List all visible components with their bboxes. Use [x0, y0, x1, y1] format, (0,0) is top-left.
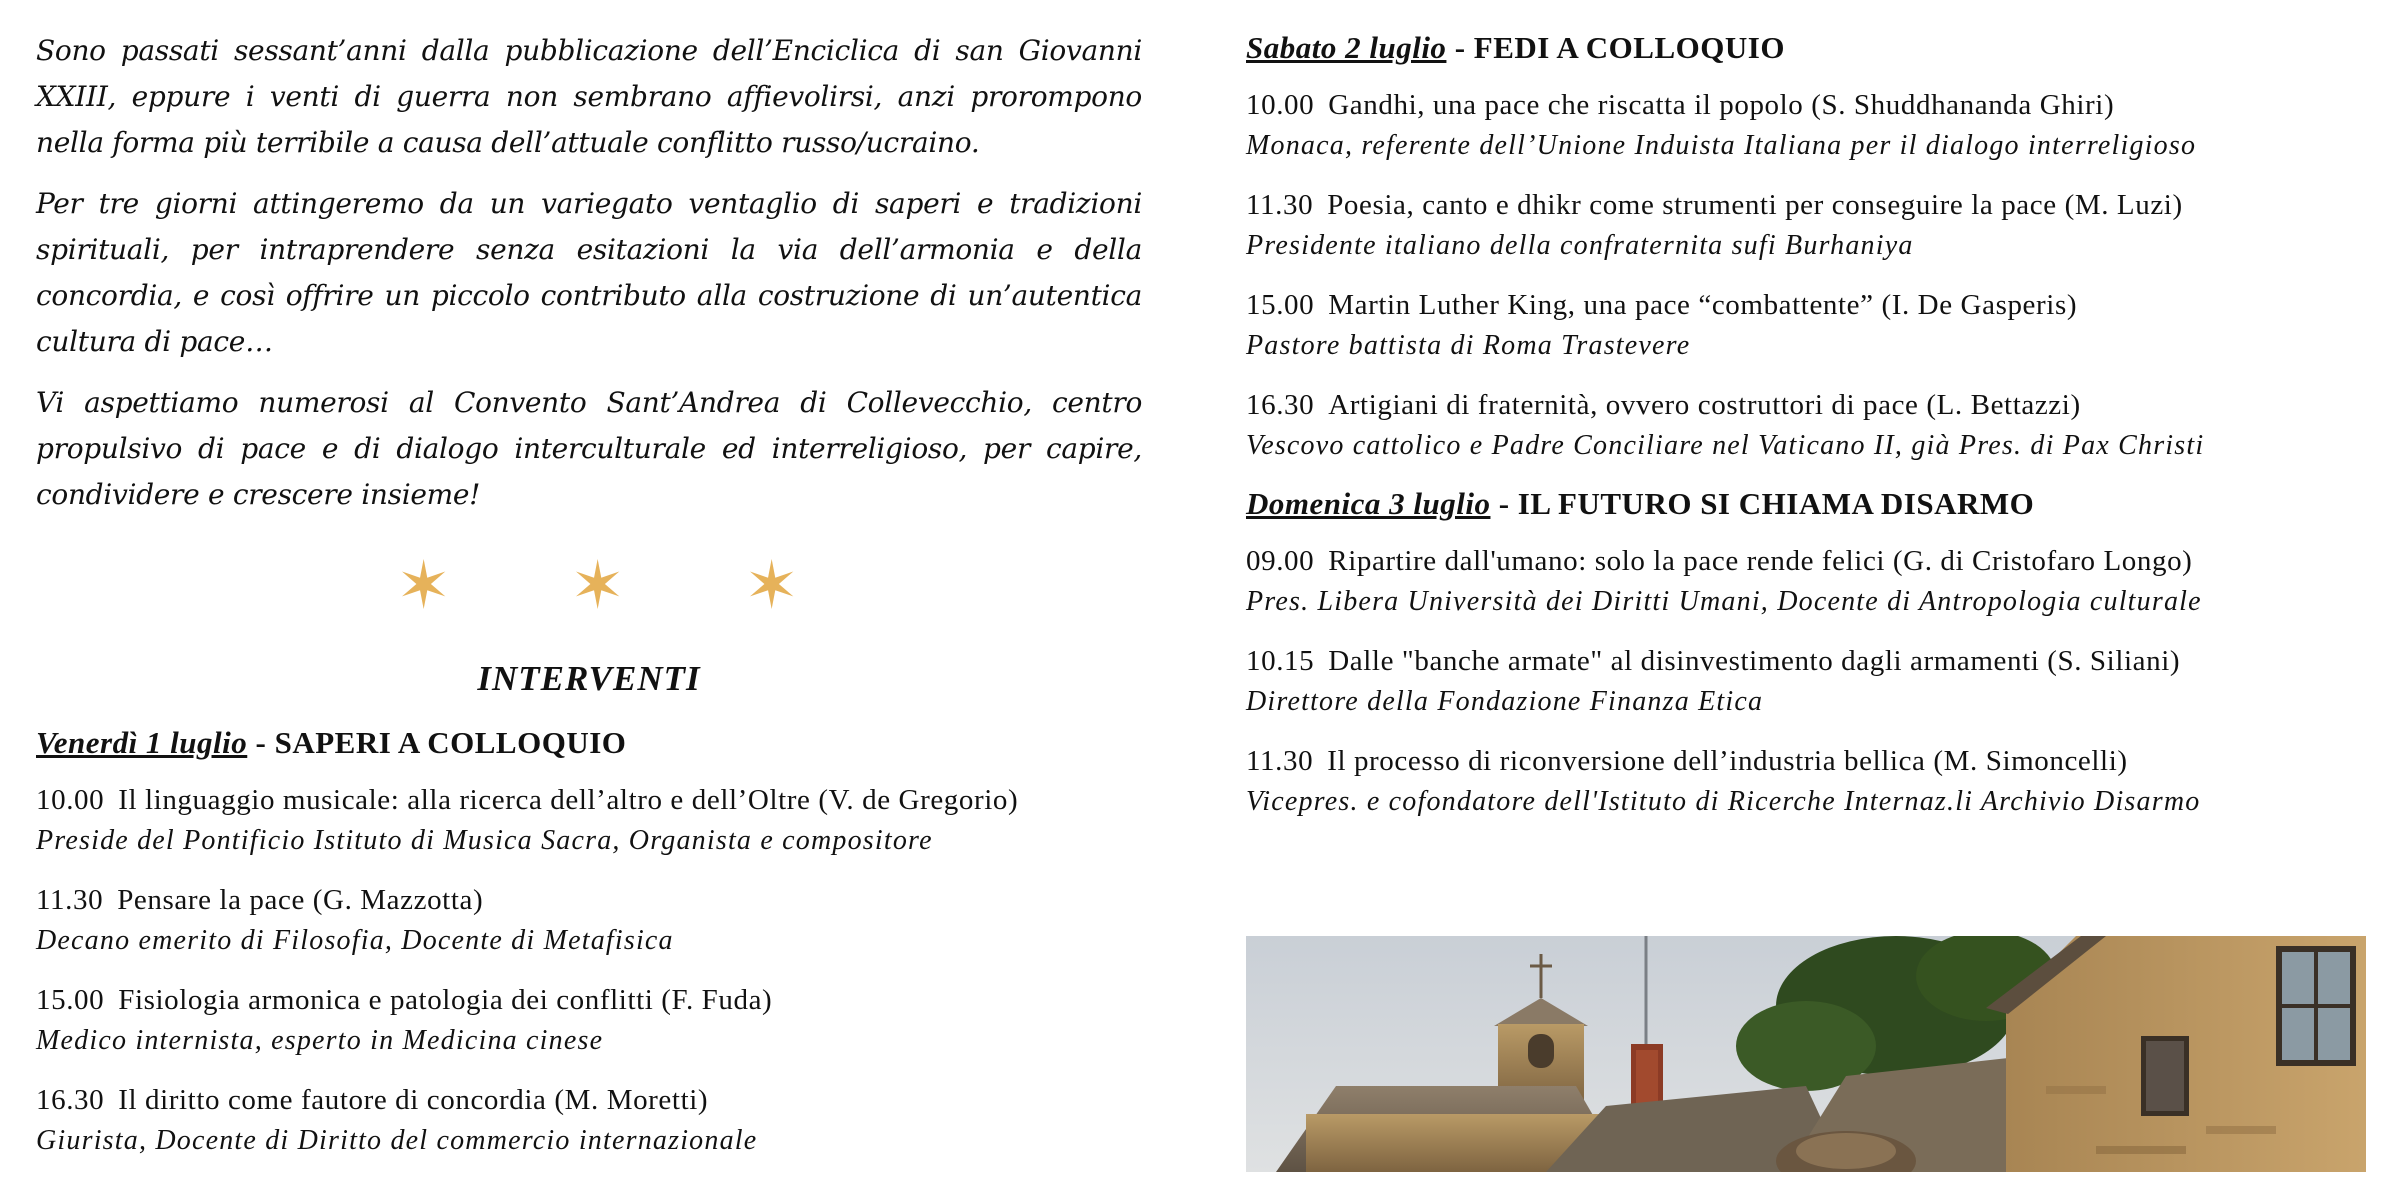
- speaker-role: Direttore della Fondazione Finanza Etica: [1246, 686, 1764, 717]
- speaker-role: Medico internista, esperto in Medicina cinese: [36, 1025, 604, 1056]
- talk-title: Fisiologia armonica e patologia dei conflitti (F. Fuda): [118, 984, 773, 1016]
- left-column: [36, 28, 1142, 1179]
- talk-title: Artigiani di fraternità, ovvero costruttori di pace (L. Bettazzi): [1328, 389, 2081, 421]
- day-theme: - IL FUTURO SI CHIAMA DISARMO: [1490, 486, 2035, 521]
- talk-time: 09.00: [1246, 545, 1315, 577]
- talk-item: [1246, 284, 2366, 366]
- star-icon: ✶: [570, 547, 626, 624]
- talk-item: [36, 1079, 1142, 1161]
- day-theme: - SAPERI A COLLOQUIO: [247, 725, 627, 760]
- day-friday: [36, 723, 1142, 1161]
- speaker-role: Pres. Libera Università dei Diritti Umani, Docente di Antropologia culturale: [1246, 586, 2202, 617]
- talk-title: Gandhi, una pace che riscatta il popolo (S. Shuddhananda Ghiri): [1328, 89, 2115, 121]
- day-date: Sabato 2 luglio: [1246, 30, 1447, 65]
- star-icon: ✶: [744, 547, 800, 624]
- star-icon: ✶: [396, 547, 452, 624]
- talk-title: Il diritto come fautore di concordia (M. Moretti): [118, 1084, 709, 1116]
- speaker-role: Vicepres. e cofondatore dell'Istituto di Ricerche Internaz.li Archivio Disarmo: [1246, 786, 2201, 817]
- speaker-role: Giurista, Docente di Diritto del commercio internazionale: [36, 1125, 758, 1156]
- day-theme: - FEDI A COLLOQUIO: [1446, 30, 1785, 65]
- talk-time: 10.15: [1246, 645, 1315, 677]
- talk-item: [1246, 384, 2366, 466]
- talk-time: 16.30: [1246, 389, 1315, 421]
- section-title: INTERVENTI: [477, 659, 701, 698]
- talk-time: 11.30: [1246, 189, 1314, 221]
- speaker-role: Pastore battista di Roma Trastevere: [1246, 330, 1691, 361]
- day-heading: [36, 723, 1142, 763]
- talk-time: 10.00: [1246, 89, 1315, 121]
- right-column: [1246, 28, 2366, 840]
- speaker-role: Preside del Pontificio Istituto di Musica Sacra, Organista e compositore: [36, 825, 933, 856]
- talk-time: 10.00: [36, 784, 105, 816]
- talk-title: Ripartire dall'umano: solo la pace rende felici (G. di Cristofaro Longo): [1328, 545, 2193, 577]
- intro-paragraph-2: Per tre giorni attingeremo da un variegato ventaglio di saperi e tradizioni spirituali, per intraprendere senza esitazioni la via dell’armonia e della concordia, e così offrire un piccolo contributo alla costruzione di un’autentica cultura di pace…: [36, 187, 1142, 358]
- intro-paragraph-3: Vi aspettiamo numerosi al Convento Sant’Andrea di Collevecchio, centro propulsivo di pace e di dialogo interculturale ed interreligioso, per capire, condividere e crescere insieme!: [36, 386, 1142, 511]
- talk-item: [36, 879, 1142, 961]
- convent-photo: [1246, 936, 2366, 1172]
- speaker-role: Presidente italiano della confraternita sufi Burhaniya: [1246, 230, 1914, 261]
- convent-illustration: [1246, 936, 2366, 1172]
- talk-title: Poesia, canto e dhikr come strumenti per conseguire la pace (M. Luzi): [1327, 189, 2183, 221]
- talk-title: Il processo di riconversione dell’industria bellica (M. Simoncelli): [1327, 745, 2128, 777]
- talk-title: Pensare la pace (G. Mazzotta): [117, 884, 484, 916]
- day-date: Domenica 3 luglio: [1246, 486, 1491, 521]
- day-saturday: [1246, 28, 2366, 466]
- talk-title: Il linguaggio musicale: alla ricerca dell’altro e dell’Oltre (V. de Gregorio): [118, 784, 1019, 816]
- talk-item: [1246, 640, 2366, 722]
- talk-time: 11.30: [36, 884, 104, 916]
- intro-text: [36, 28, 1142, 518]
- speaker-role: Decano emerito di Filosofia, Docente di Metafisica: [36, 925, 674, 956]
- talk-item: [1246, 740, 2366, 822]
- intro-paragraph-1: Sono passati sessant’anni dalla pubblicazione dell’Enciclica di san Giovanni XXIII, eppure i venti di guerra non sembrano affievolirsi, anzi prorompono nella forma più terribile a causa dell’attuale conflitto russo/ucraino.: [36, 34, 1142, 159]
- speaker-role: Vescovo cattolico e Padre Conciliare nel Vaticano II, già Pres. di Pax Christi: [1246, 430, 2205, 461]
- talk-item: [36, 779, 1142, 861]
- talk-item: [1246, 84, 2366, 166]
- day-date: Venerdì 1 luglio: [36, 725, 248, 760]
- decorative-stars: [36, 533, 1142, 643]
- talk-item: [1246, 540, 2366, 622]
- talk-time: 15.00: [1246, 289, 1315, 321]
- talk-time: 15.00: [36, 984, 105, 1016]
- day-heading: [1246, 28, 2366, 68]
- talk-item: [36, 979, 1142, 1061]
- talk-title: Martin Luther King, una pace “combattente” (I. De Gasperis): [1328, 289, 2078, 321]
- talk-title: Dalle "banche armate" al disinvestimento dagli armamenti (S. Siliani): [1328, 645, 2181, 677]
- talk-time: 16.30: [36, 1084, 105, 1116]
- speaker-role: Monaca, referente dell’Unione Induista Italiana per il dialogo interreligioso: [1246, 130, 2197, 161]
- day-heading: [1246, 484, 2366, 524]
- talk-time: 11.30: [1246, 745, 1314, 777]
- talk-item: [1246, 184, 2366, 266]
- day-sunday: [1246, 484, 2366, 822]
